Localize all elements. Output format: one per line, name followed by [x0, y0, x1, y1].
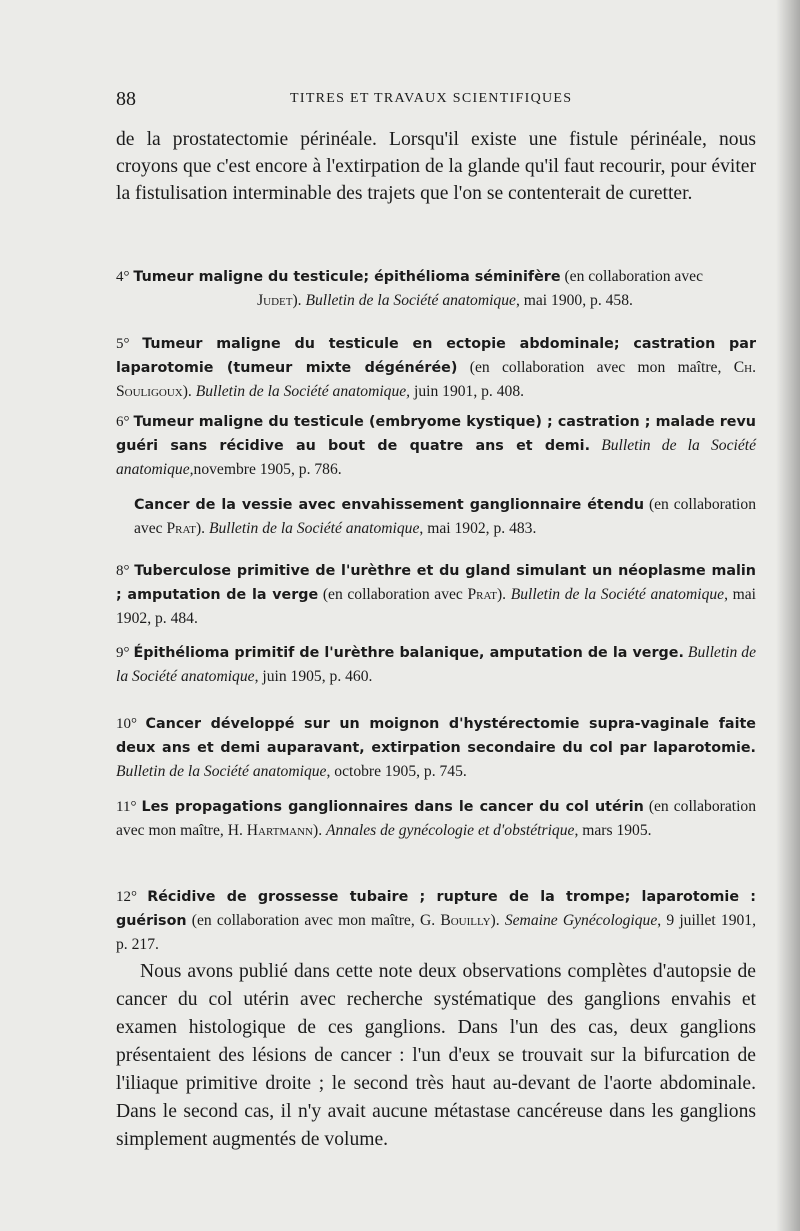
publication-entry-4	[116, 265, 756, 312]
entry-title: Cancer développé sur un moignon d'hystérectomie supra-vaginale faite deux ans et demi auparavant, extirpation secondaire du col par laparotomie.	[116, 716, 756, 756]
page-header	[116, 88, 756, 110]
entry-title: Récidive de grossesse tubaire ; rupture de la trompe; laparotomie : guérison	[116, 889, 757, 929]
entry-title: Cancer de la vessie avec envahissement ganglionnaire étendu	[134, 497, 645, 513]
entry-number: 4°	[116, 269, 130, 285]
entry-journal: Bulletin de la Société anatomique	[305, 292, 516, 309]
entry-number: 8°	[116, 563, 130, 579]
entry-number: 12°	[116, 889, 137, 905]
entry-collaboration: (en collaboration avec	[564, 268, 703, 285]
entry-collab-close: ).	[313, 822, 323, 839]
publication-entry-10	[116, 712, 756, 783]
entry-reference: , mai 1902, p. 483.	[419, 520, 537, 537]
entry-title: Tumeur maligne du testicule (embryome kystique) ; castration ; malade revu guéri sans récidive au bout de quatre ans et demi.	[116, 414, 756, 454]
entry-collaboration: (en collaboration avec	[322, 586, 463, 603]
entry-journal: Semaine Gynécologique	[504, 912, 658, 929]
page-number: 88	[116, 88, 136, 110]
entry-title: Épithélioma primitif de l'urèthre balanique, amputation de la verge.	[133, 645, 684, 661]
entry-collaborator: Bouilly	[440, 912, 491, 929]
entry-collaborator: Prat	[166, 520, 196, 537]
entry-title: Tuberculose primitive de l'urèthre et du gland simulant un néoplasme malin ; amputation de la verge	[116, 563, 756, 603]
publication-entry-11	[116, 795, 756, 842]
entry-reference: juin 1901, p. 408.	[410, 383, 525, 400]
entry-number: 6°	[116, 414, 130, 430]
entry-journal: Annales de gynécologie et d'obstétrique	[326, 822, 575, 839]
entry-journal: Bulletin de la Société anatomique	[208, 520, 420, 537]
entry-reference: novembre 1905, p. 786.	[193, 461, 342, 478]
entry-title: Tumeur maligne du testicule; épithélioma séminifère	[133, 269, 561, 285]
entry-reference: , mai 1902, p. 484.	[116, 586, 757, 627]
entry-collab-close: ).	[195, 520, 206, 537]
publication-entry-8	[116, 559, 756, 630]
publication-entry-9	[116, 641, 756, 688]
entry-reference: , juin 1905, p. 460.	[254, 668, 373, 685]
entry-collab-close: ).	[490, 912, 500, 929]
entry-reference: , mars 1905.	[574, 822, 652, 839]
closing-paragraph: Nous avons publié dans cette note deux observations complètes d'autopsie de cancer du col utérin avec recherche systématique des ganglions envahis et examen histologique de ces ganglions. Dans l'un des cas, deux ganglions présentaient des lésions de cancer : l'un d'eux se trouvait sur la bifurcation de l'iliaque primitive droite ; le second très haut au-devant de l'aorte abdominale. Dans le second cas, il n'y avait aucune métastase cancéreuse dans les ganglions simplement augmentés de volume.	[116, 961, 756, 1150]
entry-title: Tumeur maligne du testicule en ectopie abdominale; castration par laparotomie (tumeur mixte dégénérée)	[116, 336, 756, 376]
entry-number: 10°	[116, 716, 137, 732]
entry-number: 5°	[116, 336, 130, 352]
entry-reference: , mai 1900, p. 458.	[515, 292, 633, 309]
entry-number: 9°	[116, 645, 130, 661]
entry-journal: Bulletin de la Société anatomique	[116, 644, 757, 685]
publication-entry-12	[116, 885, 756, 956]
entry-reference: , octobre 1905, p. 745.	[326, 763, 467, 780]
entry-reference: , 9 juillet 1901, p. 217.	[116, 912, 757, 953]
entry-journal: Bulletin de la Société anatomique	[510, 586, 725, 603]
publication-entry-6	[116, 410, 756, 481]
entry-collaborator: Ch. Souligoux	[116, 359, 756, 400]
entry-collab-close: ).	[496, 586, 507, 603]
running-title: TITRES ET TRAVAUX SCIENTIFIQUES	[290, 91, 573, 106]
entry-collaboration: (en collaboration avec mon maître,	[469, 359, 722, 376]
entry-collaboration: (en collaboration avec	[134, 496, 756, 537]
publication-entry-7	[134, 493, 756, 540]
entry-collab-close: ).	[182, 383, 192, 400]
entry-collaborator: Judet	[257, 292, 293, 309]
entry-title: Les propagations ganglionnaires dans le cancer du col utérin	[141, 799, 644, 815]
intro-paragraph: de la prostatectomie périnéale. Lorsqu'il existe une fistule périnéale, nous croyons que c'est encore à l'extirpation de la glande qu'il faut recourir, pour éviter la fistulisation interminable des trajets que l'on se contenterait de curetter.	[116, 129, 756, 204]
entry-collaboration: (en collaboration avec mon maître, G.	[191, 912, 436, 929]
entry-collaboration: (en collaboration avec mon maître, H.	[116, 798, 756, 839]
entry-number: 11°	[116, 799, 137, 815]
entry-collaborator: Prat	[467, 586, 497, 603]
entry-journal: Bulletin de la Société anatomique,	[116, 437, 757, 478]
entry-journal: Bulletin de la Société anatomique,	[195, 383, 411, 400]
entry-journal: Bulletin de la Société anatomique	[116, 763, 327, 780]
page-edge-shadow	[776, 0, 800, 1231]
publication-entry-5	[116, 332, 756, 403]
entry-collaborator: Hartmann	[246, 822, 313, 839]
entry-collab-close: ).	[292, 292, 302, 309]
